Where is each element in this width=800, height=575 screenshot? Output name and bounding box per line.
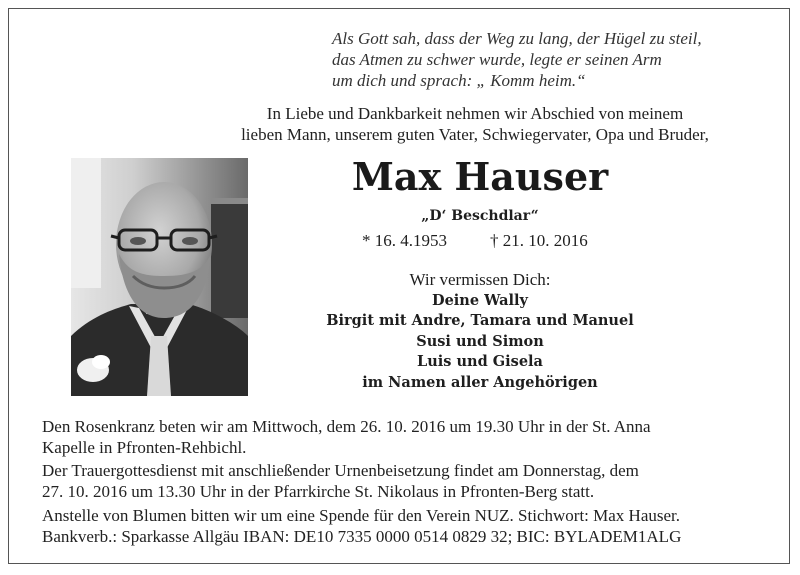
donation-notice <box>42 505 782 547</box>
poem-line: Als Gott sah, dass der Weg zu lang, der Hügel zu steil, <box>332 29 702 48</box>
mourners-intro: Wir vermissen Dich: <box>409 270 551 289</box>
portrait-photo <box>71 158 248 396</box>
mourner-name: Susi und Simon <box>416 332 544 350</box>
intro-line: In Liebe und Dankbarkeit nehmen wir Abschied von meinem <box>266 104 684 123</box>
mourner-name: Birgit mit Andre, Tamara und Manuel <box>326 312 634 329</box>
notice-line: Den Rosenkranz beten wir am Mittwoch, dem 26. 10. 2016 um 19.30 Uhr in der St. Anna <box>42 417 651 436</box>
farewell-intro <box>170 103 780 145</box>
notice-line: Kapelle in Pfronten-Rehbichl. <box>42 438 247 457</box>
death-date: † 21. 10. 2016 <box>490 231 588 250</box>
mourner-name: Luis und Gisela <box>417 353 543 370</box>
poem-line: das Atmen zu schwer wurde, legte er seinen Arm <box>332 50 662 69</box>
notice-line: Bankverb.: Sparkasse Allgäu IBAN: DE10 7335 0000 0514 0829 32; BIC: BYLADEM1ALG <box>42 527 682 546</box>
intro-line: lieben Mann, unserem guten Vater, Schwiegervater, Opa und Bruder, <box>241 125 709 144</box>
birth-date: * 16. 4.1953 <box>362 231 447 250</box>
notice-line: Der Trauergottesdienst mit anschließender Urnenbeisetzung findet am Donnerstag, dem <box>42 461 639 480</box>
poem-line: um dich und sprach: „ Komm heim.“ <box>332 71 586 90</box>
rosary-notice <box>42 416 782 458</box>
service-notice <box>42 460 782 502</box>
mourners-list <box>300 270 660 393</box>
deceased-nickname: „D‘ Beschdlar“ <box>421 208 539 224</box>
notice-line: 27. 10. 2016 um 13.30 Uhr in der Pfarrkirche St. Nikolaus in Pfronten-Berg statt. <box>42 482 595 501</box>
poem <box>332 28 792 91</box>
mourner-name: im Namen aller Angehörigen <box>362 373 598 391</box>
notice-line: Anstelle von Blumen bitten wir um eine Spende für den Verein NUZ. Stichwort: Max Hauser. <box>42 506 681 525</box>
mourner-name: Deine Wally <box>432 291 528 309</box>
deceased-name: Max Hauser <box>351 154 609 199</box>
